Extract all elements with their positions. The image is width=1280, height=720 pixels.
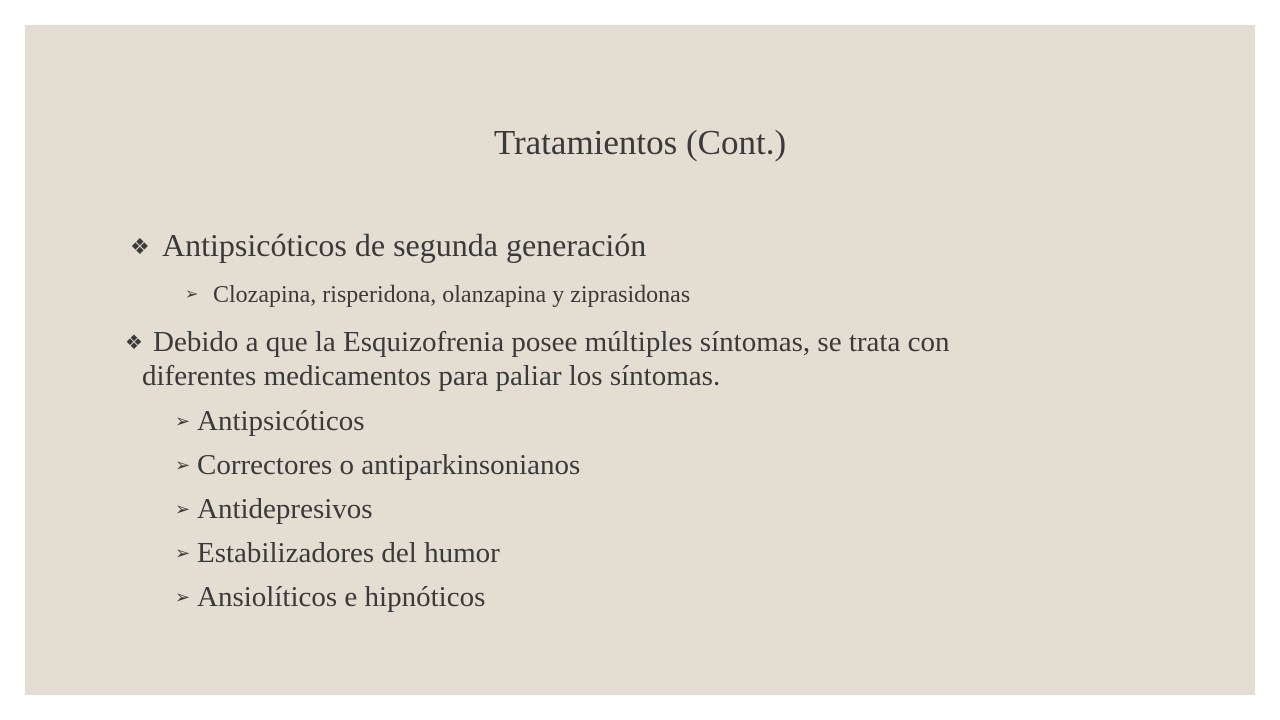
arrow-bullet-icon: ➢: [175, 543, 191, 564]
bullet-text: Antipsicóticos de segunda generación: [162, 227, 647, 263]
slide-title: Tratamientos (Cont.): [493, 123, 787, 162]
list-item: ➢ Antidepresivos: [175, 491, 373, 528]
arrow-bullet-icon: ➢: [175, 455, 191, 476]
arrow-bullet-icon: ➢: [175, 499, 191, 520]
arrow-bullet-icon: ➢: [185, 284, 199, 303]
list-item: ➢ Antipsicóticos: [175, 403, 365, 440]
list-item: ➢ Ansiolíticos e hipnóticos: [175, 579, 485, 616]
list-item: ➢ Correctores o antiparkinsonianos: [175, 447, 580, 484]
sub-bullet-drugs: [185, 279, 690, 310]
bullet-point-second-generation: [130, 225, 646, 268]
slide: [25, 25, 1255, 695]
bullet-line-1: ❖ Debido a que la Esquizofrenia posee múltiples síntomas, se trata con: [125, 326, 950, 358]
bullet-point-multiple-symptoms: [125, 325, 1225, 393]
arrow-bullet-icon: ➢: [175, 587, 191, 608]
bullet-line-2: diferentes medicamentos para paliar los síntomas.: [142, 360, 721, 392]
list-item: ➢ Estabilizadores del humor: [175, 535, 500, 572]
diamond-bullet-icon: ❖: [130, 235, 150, 260]
diamond-bullet-icon: ❖: [125, 330, 143, 354]
sub-bullet-text: Clozapina, risperidona, olanzapina y ziprasidonas: [213, 282, 691, 308]
arrow-bullet-icon: ➢: [175, 411, 191, 432]
